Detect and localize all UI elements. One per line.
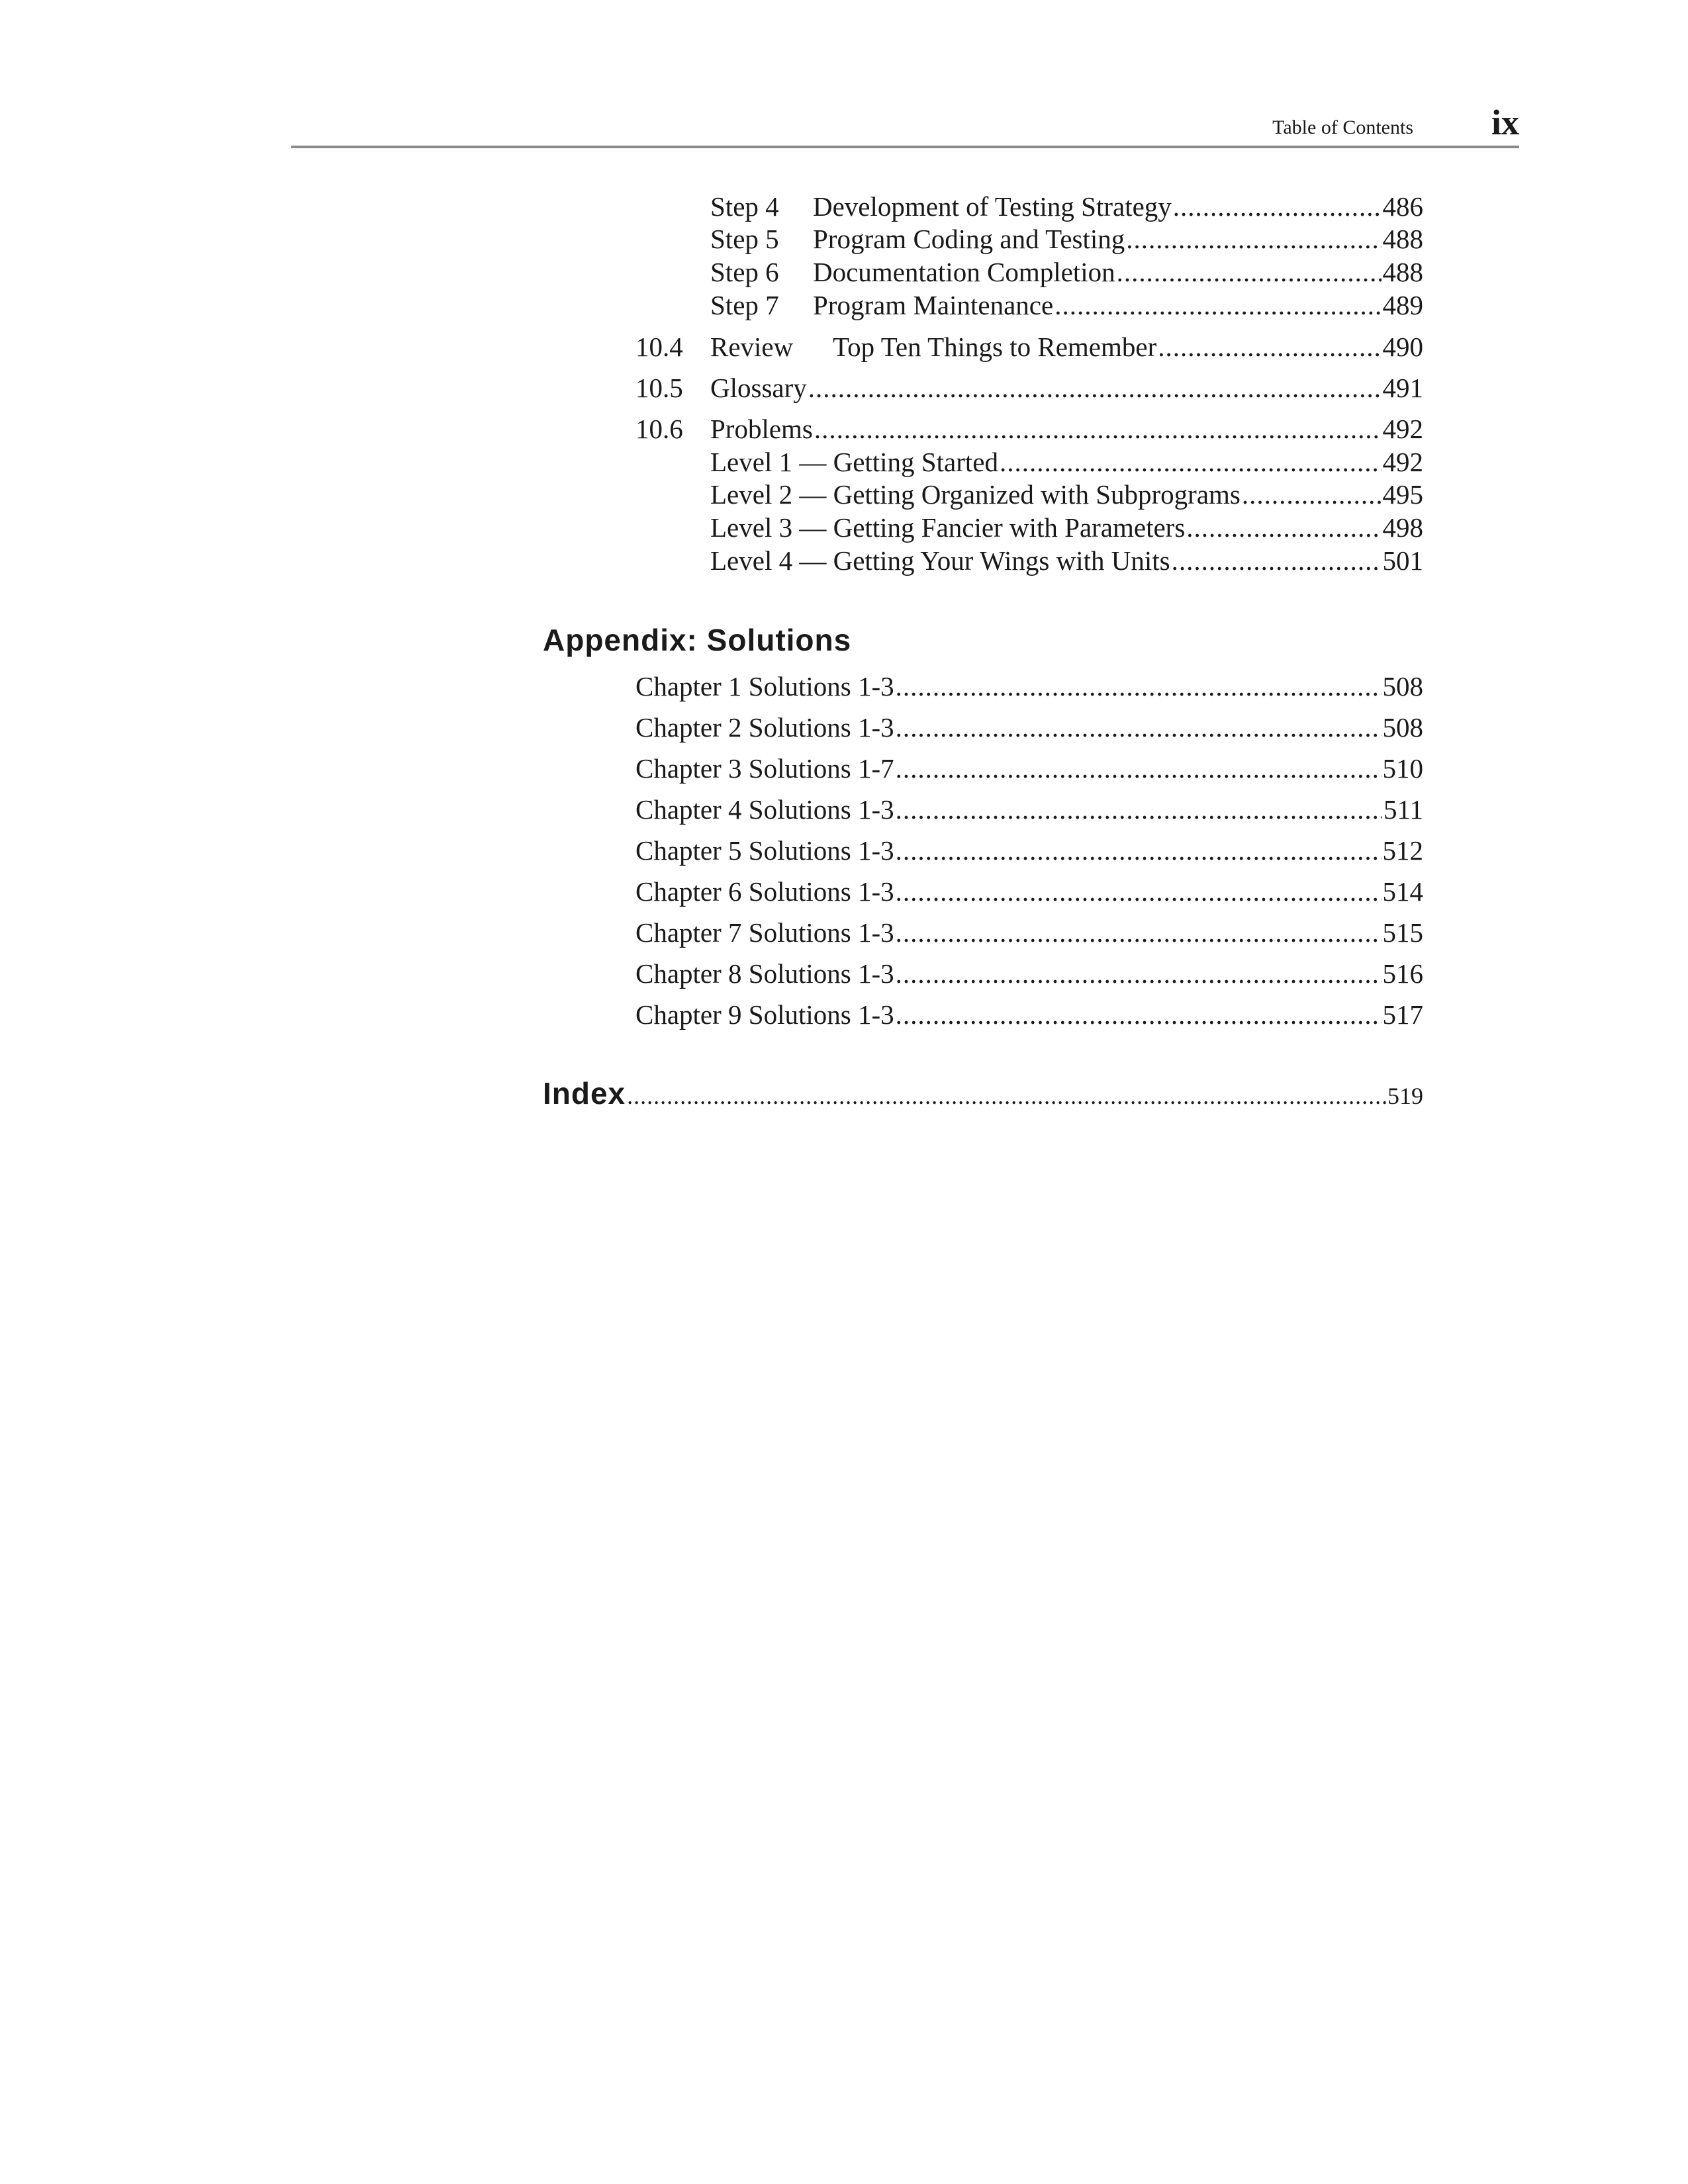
toc-entry-chapter-2-solutions[interactable] [635,711,1423,745]
running-header-title: Table of Contents [1272,116,1413,138]
section-number: 10.4 [635,332,683,362]
entry-title: Chapter 8 Solutions 1-3 [635,958,894,989]
toc-entry-chapter-7-solutions[interactable] [635,917,1423,950]
page-number: ix [1491,103,1519,142]
entry-page: 491 [1382,373,1423,403]
step-label: Step 5 [710,224,779,254]
step-label: Step 7 [710,290,779,320]
entry-title: Problems [710,414,813,444]
dot-leader [896,794,1382,825]
step-label: Step 6 [710,257,779,287]
toc-entry-step-7[interactable] [710,289,1423,322]
dot-leader [896,958,1382,989]
dot-leader [1158,331,1381,363]
toc-entry-chapter-4-solutions[interactable] [635,794,1423,827]
dot-leader [896,999,1382,1030]
entry-page: 508 [1382,712,1423,743]
review-label: Review [710,332,794,362]
toc-entry-10-4[interactable] [635,331,1423,364]
entry-title: Program Coding and Testing [813,224,1125,254]
entry-page: 512 [1382,835,1423,866]
toc-entry-step-4[interactable] [710,191,1423,224]
toc-entry-chapter-9-solutions[interactable] [635,999,1423,1032]
dot-leader [1000,446,1382,478]
toc-entry-10-6[interactable] [635,413,1423,446]
dot-leader [1242,478,1382,510]
dot-leader [1172,545,1382,576]
entry-page: 508 [1382,671,1423,702]
toc-entry-chapter-8-solutions[interactable] [635,958,1423,991]
dot-leader [896,835,1382,866]
entry-page: 490 [1382,332,1423,362]
entry-title: Level 2 — Getting Organized with Subprograms [710,479,1241,510]
dot-leader [808,372,1382,404]
entry-page: 488 [1382,257,1423,287]
dot-leader [627,1082,1386,1110]
entry-page: 516 [1382,958,1423,989]
dot-leader [1117,256,1382,288]
entry-page: 510 [1382,753,1423,784]
entry-page: 514 [1382,876,1423,907]
dot-leader [896,752,1382,784]
entry-title: Chapter 2 Solutions 1-3 [635,712,894,743]
toc-entry-level-3[interactable] [710,512,1423,545]
index-label: Index [543,1076,626,1111]
dot-leader [896,917,1382,948]
entry-page: 501 [1382,545,1423,576]
entry-page: 515 [1382,917,1423,948]
toc-entry-chapter-1-solutions[interactable] [635,670,1423,704]
toc-entry-step-5[interactable] [710,223,1423,256]
entry-title: Level 3 — Getting Fancier with Parameters [710,512,1186,543]
toc-entry-level-2[interactable] [710,478,1423,512]
entry-page: 498 [1382,512,1423,543]
toc-entry-step-6[interactable] [710,256,1423,289]
dot-leader [896,711,1382,743]
dot-leader [896,670,1382,702]
dot-leader [814,413,1382,445]
toc-entry-level-1[interactable] [710,446,1423,479]
section-number: 10.6 [635,414,683,444]
toc-entry-chapter-6-solutions[interactable] [635,876,1423,909]
entry-page: 495 [1382,479,1423,510]
toc-entry-chapter-5-solutions[interactable] [635,835,1423,868]
entry-page: 489 [1382,290,1423,320]
running-header [291,99,1519,148]
toc-entry-level-4[interactable] [710,545,1423,578]
dot-leader [1173,191,1382,222]
entry-title: Chapter 9 Solutions 1-3 [635,999,894,1030]
entry-page: 517 [1382,999,1423,1030]
entry-title: Chapter 5 Solutions 1-3 [635,835,894,866]
entry-title: Chapter 3 Solutions 1-7 [635,753,894,784]
entry-title: Chapter 6 Solutions 1-3 [635,876,894,907]
entry-page: 511 [1383,794,1423,825]
appendix-heading: Appendix: Solutions [543,623,852,657]
entry-title: Program Maintenance [813,290,1054,320]
entry-title: Top Ten Things to Remember [833,332,1157,362]
dot-leader [1126,223,1381,255]
entry-title: Glossary [710,373,807,403]
entry-page: 488 [1382,224,1423,254]
toc-entry-index[interactable] [543,1075,1423,1111]
toc-entry-10-5[interactable] [635,372,1423,405]
toc-entry-chapter-3-solutions[interactable] [635,752,1423,786]
entry-title: Documentation Completion [813,257,1115,287]
entry-page: 492 [1382,414,1423,444]
entry-title: Chapter 4 Solutions 1-3 [635,794,894,825]
dot-leader [1055,289,1381,321]
entry-title: Chapter 7 Solutions 1-3 [635,917,894,948]
section-number: 10.5 [635,373,683,403]
step-label: Step 4 [710,191,779,222]
entry-title: Level 4 — Getting Your Wings with Units [710,545,1170,576]
entry-title: Development of Testing Strategy [813,191,1172,222]
dot-leader [1186,512,1381,543]
entry-page: 519 [1387,1083,1423,1109]
entry-title: Chapter 1 Solutions 1-3 [635,671,894,702]
entry-page: 492 [1382,447,1423,477]
dot-leader [896,876,1382,907]
entry-title: Level 1 — Getting Started [710,447,998,477]
entry-page: 486 [1382,191,1423,222]
